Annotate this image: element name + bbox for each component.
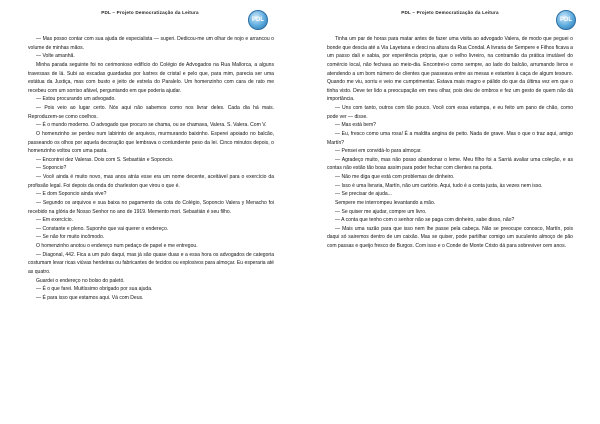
paragraph: — É o mundo moderno. O advogado que procuro se chama, ou se chamava, Valera. S. Valera. Com V.	[36, 122, 267, 129]
paragraph: — É o que farei. Muitíssimo obrigado por sua ajuda.	[36, 286, 153, 293]
paragraph: — Pois veio ao lugar certo. Nós aqui não sabemos como nos livrar deles. Cada dia há mais. Reproduzem-se como coelhos.	[28, 105, 274, 120]
paragraph: Minha parada seguinte foi no cerimonioso edifício do Colégio de Advogados na Rua Mallorca, a alguns travessas de lá. Subi as escadas guardadas por lustres de cristal e pelo que, para mim, parecia ser uma estátua da Justiça, mas com busto e jeito de estrela do Paralelo. Um homenzinho com cara de rato me recebeu com um sorriso afável, perguntando em que poderia ajudar.	[28, 61, 274, 94]
paragraph: — Uns com tanto, outros com tão pouco. Você com essa estampa, e eu feito um pano de chão, como pode ver — disse.	[327, 105, 573, 120]
pdl-logo-icon: PDL	[556, 10, 576, 30]
page-header: PDL – Projeto Democratização da Leitura	[401, 10, 499, 15]
paragraph: O homenzinho anotou o endereço num pedaço de papel e me entregou.	[36, 243, 198, 249]
paragraph: — Mas está bem?	[335, 122, 376, 129]
paragraph: — Encontrei dez Valeras. Dois com S. Sebastián e Soponcio.	[36, 156, 174, 163]
paragraph: — Segundo os arquivos e sua baixa no pagamento da cota do Colégio, Soponcio Valera y Menacho foi recebido na glória de Nosso Senhor no ano de 1919. Memento mori. Sebastián é seu filho.	[28, 199, 274, 215]
paragraph: — Constante e pleno. Suponho que vai querer o endereço.	[36, 225, 169, 232]
paragraph: — A conta que tenho com o senhor não se paga com dinheiro, sabe disso, não?	[335, 217, 515, 224]
paragraph: — Se quiser me ajudar, compre um livro.	[335, 208, 427, 215]
right-page	[300, 0, 600, 424]
paragraph: — Isso é uma livraria, Martín, não um cartório. Aqui, tudo é a conta justa, às vezes nem isso.	[335, 182, 543, 189]
paragraph: — Volte amanhã.	[36, 53, 75, 60]
paragraph: — É para isso que estamos aqui. Vá com Deus.	[36, 294, 144, 301]
body-text	[28, 35, 274, 302]
paragraph: O homenzinho se perdeu num labirinto de arquivos, murmurando baixinho. Esperei apoiado no balcão, passeando os olhos por aquela decoração que lembrava o contundente peso da lei. Cinco minutos depois, o homenzinho voltou com uma pasta.	[28, 130, 274, 155]
paragraph: — Mas posso contar com sua ajuda de especialista — sugeri. Dedicou-me um olhar de nojo e arrancou o volume de minhas mãos.	[28, 36, 274, 51]
paragraph: — E dom Soponcio ainda vive?	[36, 191, 107, 198]
paragraph: — Se não for muito incômodo.	[36, 234, 105, 241]
paragraph: — Eu, fresco como uma rosa! É a maldita angina de peito. Nada de grave. Mas o que o traz aqui, amigo Martín?	[327, 130, 573, 146]
paragraph: — Pensei em convidá-lo para almoçar.	[335, 148, 422, 155]
pdl-logo-icon: PDL	[248, 10, 268, 30]
paragraph: Sempere me interrompeu levantando a mão.	[335, 199, 436, 206]
paragraph: — Se precisar de ajuda...	[335, 191, 392, 198]
page-header: PDL – Projeto Democratização da Leitura	[101, 10, 199, 15]
paragraph: Tinha um par de horas para matar antes de fazer uma visita ao advogado Valera, de modo que peguei o bonde que descia até a Via Layetana e desci na altura da Rua Condal. A livraria de Sempere e Filhos ficava a um passo dali e sabia, por experiência própria, que o velho livreiro, na contramão da prática imutável do comércio local, não fechava ao meio-dia. Encontrei-o como sempre, ao lado do balcão, arrumando livros e atendendo a um bom número de clientes que passeava entre as mesas e estantes à caça de algum tesouro. Quando me viu, sorriu e veio me cumprimentar. Estava mais magro e pálido do que da última vez em que o tinha visto. Deve ter lido a preocupação em meu olhar, pois deu de ombros e fez um gesto de quem não dá importância.	[327, 36, 573, 103]
paragraph: — Mais uma razão para que isso nem lhe passe pela cabeça. Não se preocupe conosco, Martín, pois daqui só sairemos dentro de um caixão. Mas se quiser, pode partilhar comigo um suculento almoço de pão com passas e queijo fresco de Burgos. Com isso e o Conde de Monte Cristo dá para sobreviver cem anos.	[327, 225, 573, 249]
paragraph: — Não me diga que está com problemas de dinheiro.	[335, 174, 455, 180]
paragraph: — Soponcio?	[36, 165, 67, 172]
paragraph: — Diagonal, 442. Fica a um pulo daqui, mas já são quase duas e a essa hora os advogados de categoria costumam levar ricas viúvas herdeiras ou fabricantes de tecidos ou explosivos para almoçar. Eu esperaria até as quatro.	[28, 251, 274, 275]
paragraph: Guardei o endereço no bolso do paletó.	[36, 277, 125, 284]
paragraph: — Estou procurando um advogado.	[36, 96, 116, 103]
paragraph: — Agradeço muito, mas não posso abandonar o leme. Meu filho foi a Sarriá avaliar uma coleção, e as contas não estão tão boas assim para poder fechar com clientes na porta.	[327, 156, 573, 172]
paragraph: — Você ainda é muito novo, mas anos atrás esse era um nome decente, aceitável para o exercício da profissão legal. Foi depois da onda do charleston que virou o que é.	[28, 174, 274, 189]
body-text	[327, 35, 573, 251]
paragraph: — Em exercício.	[36, 217, 74, 224]
